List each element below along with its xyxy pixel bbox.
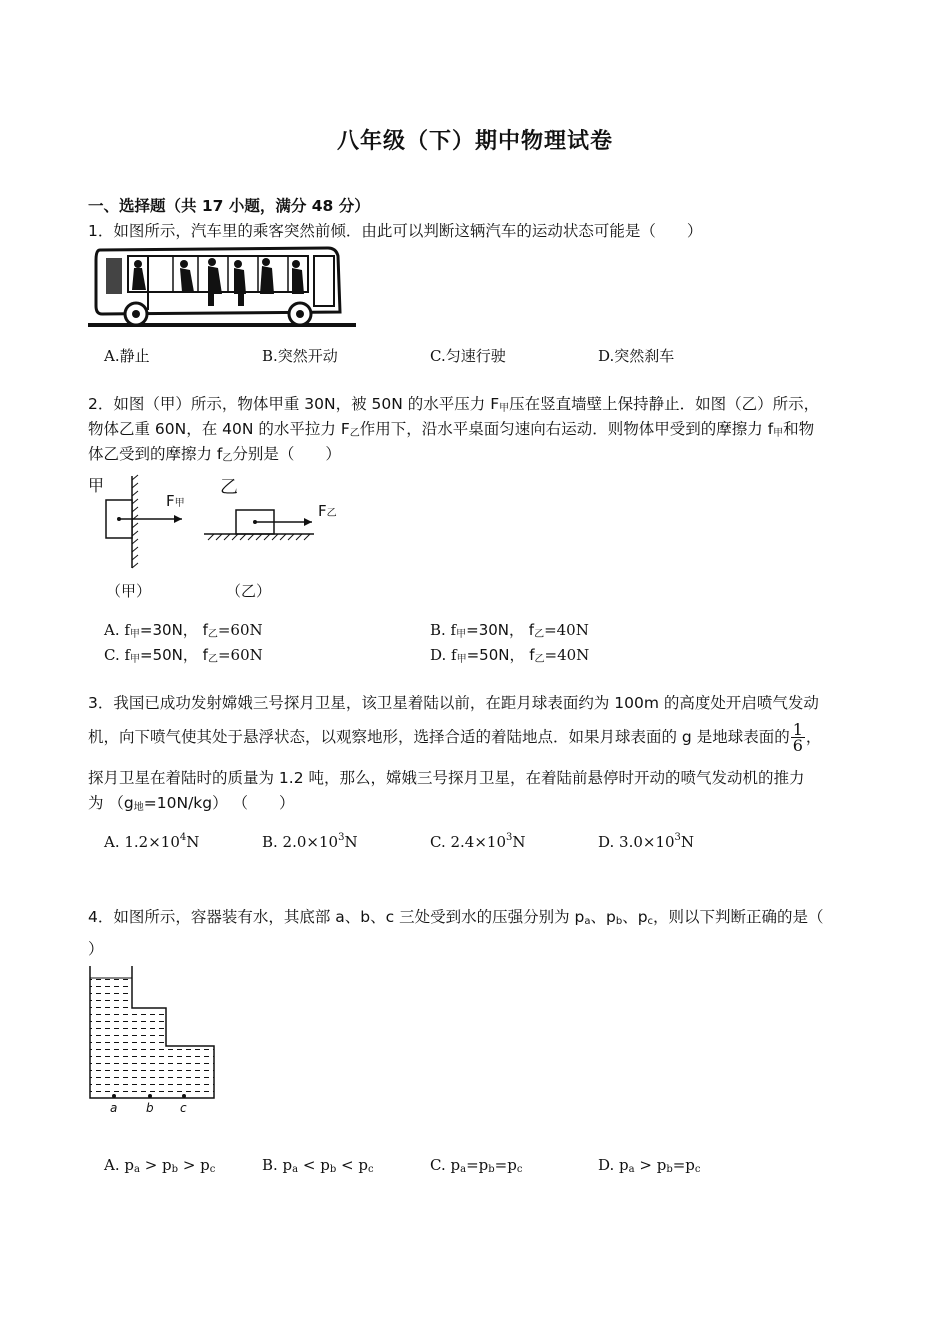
q3-option-a[interactable]: A. $1.2\times 10^4N$: [104, 832, 200, 851]
q4-option-a[interactable]: A. $p_a > p_b > p_c$: [104, 1156, 216, 1175]
fig-label-yi: 乙: [220, 477, 238, 498]
fraction-one-sixth: $\frac{1}{6}$: [792, 720, 803, 755]
q4-option-c[interactable]: C. $p_a=p_b=p_c$: [430, 1156, 523, 1175]
q1-option-a[interactable]: A.静止: [104, 347, 150, 365]
question-3-line-4: 为 $(g_地=10N/kg)$ （ ）: [88, 794, 295, 813]
section-heading: 一、选择题（共 17 小题，满分 48 分）: [88, 197, 370, 215]
q2-option-b[interactable]: B. $f_甲=30N$， $f_乙=40N$: [430, 621, 589, 640]
q3-option-c[interactable]: C. $2.4\times 10^3N$: [430, 832, 526, 851]
q1-option-d[interactable]: D.突然刹车: [598, 347, 675, 365]
point-label-c: c: [180, 1101, 187, 1115]
force-label-yi: F乙: [318, 502, 337, 520]
question-2-line-1: 2．如图（甲）所示，物体甲重 30N，被 50N 的水平压力 $F_甲$压在竖直墙壁上保持静止．如图（乙）所示，: [88, 395, 820, 414]
q2-option-a[interactable]: A. $f_甲=30N$， $f_乙=60N$: [104, 621, 263, 640]
q2-option-c[interactable]: C. $f_甲=50N$， $f_乙=60N$: [104, 646, 263, 665]
q4-option-d[interactable]: D. $p_a > p_b=p_c$: [598, 1156, 701, 1175]
force-label-jia: F甲: [166, 492, 185, 510]
q4-option-b[interactable]: B. $p_a < p_b < p_c$: [262, 1156, 374, 1175]
question-3-line-2: 机，向下喷气使其处于悬浮状态，以观察地形，选择合适的着陆地点．如果月球表面的 g 是地球表面的 $\frac{1}{6}$ ，: [88, 720, 822, 755]
q3-option-b[interactable]: B. $2.0\times 10^3N$: [262, 832, 358, 851]
point-label-a: a: [110, 1101, 118, 1115]
question-4-line-1: 4．如图所示，容器装有水，其底部 a、b、c 三处受到水的压强分别为 $p_a$、$p_b$、$p_c$，则以下判断正确的是（: [88, 908, 824, 927]
question-1-text: 1．如图所示，汽车里的乘客突然前倾．由此可以判断这辆汽车的运动状态可能是（ ）: [88, 222, 703, 240]
question-2-line-2: 物体乙重 60N，在 40N 的水平拉力 $F_乙$作用下，沿水平桌面匀速向右运动．则物体甲受到的摩擦力 $f_甲$和物: [88, 420, 815, 439]
q1-option-b[interactable]: B.突然开动: [262, 347, 338, 365]
question-4-line-2: ）: [88, 940, 104, 958]
force-diagram-figure: [86, 472, 346, 607]
water-container-figure: [86, 962, 221, 1118]
q3-option-d[interactable]: D. $3.0\times 10^3N$: [598, 832, 695, 851]
question-3-line-3: 探月卫星在着陆时的质量为 1.2 吨，那么，嫦娥三号探月卫星，在着陆前悬停时开动的喷气发动机的推力: [88, 769, 805, 787]
bus-figure: [88, 242, 358, 332]
question-3-line-1: 3．我国已成功发射嫦娥三号探月卫星，该卫星着陆以前，在距月球表面约为 100m 的高度处开启喷气发动: [88, 694, 819, 712]
question-2-line-3: 体乙受到的摩擦力 $f_乙$分别是（ ）: [88, 445, 341, 464]
caption-yi: （乙）: [226, 582, 272, 600]
caption-jia: （甲）: [106, 582, 152, 600]
q1-option-c[interactable]: C.匀速行驶: [430, 347, 506, 365]
fig-label-jia: 甲: [88, 476, 105, 495]
page-title: 八年级（下）期中物理试卷: [336, 129, 613, 154]
q2-option-d[interactable]: D. $f_甲=50N$， $f_乙=40N$: [430, 646, 590, 665]
point-label-b: b: [146, 1101, 154, 1115]
